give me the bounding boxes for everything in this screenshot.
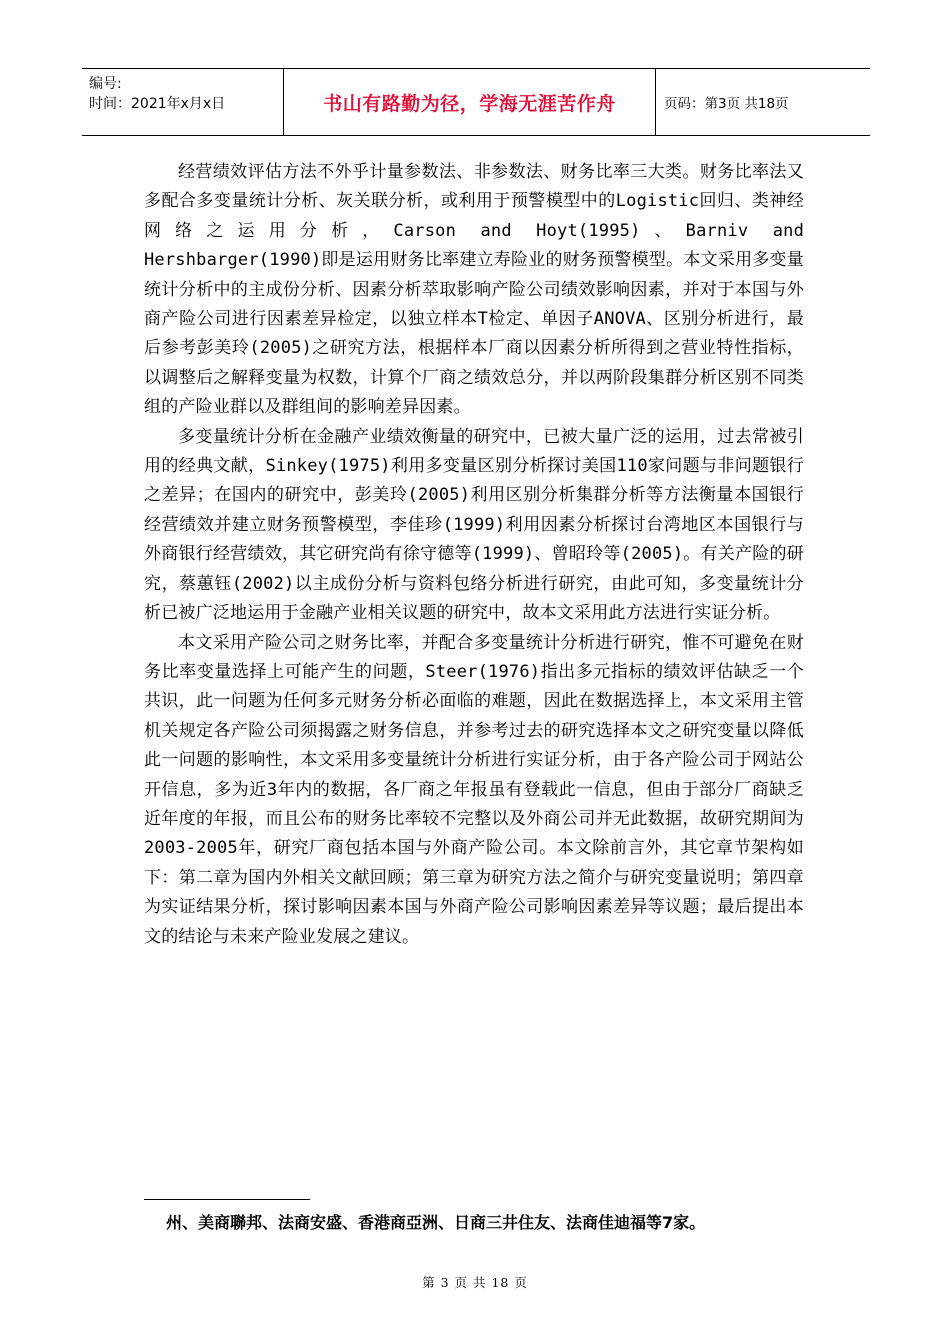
page-footer: 第 3 页 共 18 页 <box>422 1275 528 1290</box>
serial-label: 编号: <box>89 76 122 92</box>
paragraph-1: 经营绩效评估方法不外乎计量参数法、非参数法、财务比率三大类。财务比率法又多配合多变量统计分析、灰关联分析，或利用于预警模型中的Logistic回归、类神经网络之运用分析，Carson and Hoyt(1995)、Barniv and Hershbarger(1990)即是运用财务比率建立寿险业的财务预警模型。本文采用多变量统计分析中的主成份分析、因素分析萃取影响产险公司绩效影响因素，并对于本国与外商产险公司进行因素差异检定，以独立样本T检定、单因子ANOVA、区别分析进行，最后参考彭美玲(2005)之研究方法，根据样本厂商以因素分析所得到之营业特性指标，以调整后之解释变量为权数，计算个厂商之绩效总分，并以两阶段集群分析区别不同类组的产险业群以及群组间的影响差异因素。 <box>144 162 804 418</box>
document-body <box>144 158 804 952</box>
header-motto: 书山有路勤为径，学海无涯苦作舟 <box>323 92 616 115</box>
page-header <box>82 68 870 136</box>
time-label: 时间：2021年x月x日 <box>89 96 226 112</box>
paragraph-2: 多变量统计分析在金融产业绩效衡量的研究中，已被大量广泛的运用，过去常被引用的经典文献，Sinkey(1975)利用多变量区别分析探讨美国110家问题与非问题银行之差异；在国内的研究中，彭美玲(2005)利用区别分析集群分析等方法衡量本国银行经营绩效并建立财务预警模型，李佳珍(1999)利用因素分析探讨台湾地区本国银行与外商银行经营绩效，其它研究尚有徐守德等(1999)、曾昭玲等(2005)。有关产险的研究，蔡蕙钰(2002)以主成份分析与资料包络分析进行研究，由此可知，多变量统计分析已被广泛地运用于金融产业相关议题的研究中，故本文采用此方法进行实证分析。 <box>144 426 804 624</box>
header-page-info: 页码：第3页 共18页 <box>664 96 789 112</box>
header-meta-cell <box>82 69 284 135</box>
header-page-cell <box>656 69 870 135</box>
footnote-text: 州、美商聯邦、法商安盛、香港商亞洲、日商三井住友、法商佳迪福等7家。 <box>166 1213 706 1232</box>
footnote-divider <box>144 1199 310 1200</box>
header-motto-cell <box>284 69 656 135</box>
paragraph-3: 本文采用产险公司之财务比率，并配合多变量统计分析进行研究，惟不可避免在财务比率变量选择上可能产生的问题，Steer(1976)指出多元指标的绩效评估缺乏一个共识，此一问题为任何多元财务分析必面临的难题，因此在数据选择上，本文采用主管机关规定各产险公司须揭露之财务信息，并参考过去的研究选择本文之研究变量以降低此一问题的影响性，本文采用多变量统计分析进行实证分析，由于各产险公司于网站公开信息，多为近3年内的数据，各厂商之年报虽有登载此一信息，但由于部分厂商缺乏近年度的年报，而且公布的财务比率较不完整以及外商公司并无此数据，故研究期间为2003-2005年，研究厂商包括本国与外商产险公司。本文除前言外，其它章节架构如下：第二章为国内外相关文献回顾；第三章为研究方法之简介与研究变量说明；第四章为实证结果分析，探讨影响因素本国与外商产险公司影响因素差异等议题；最后提出本文的结论与未来产险业发展之建议。 <box>144 632 804 947</box>
